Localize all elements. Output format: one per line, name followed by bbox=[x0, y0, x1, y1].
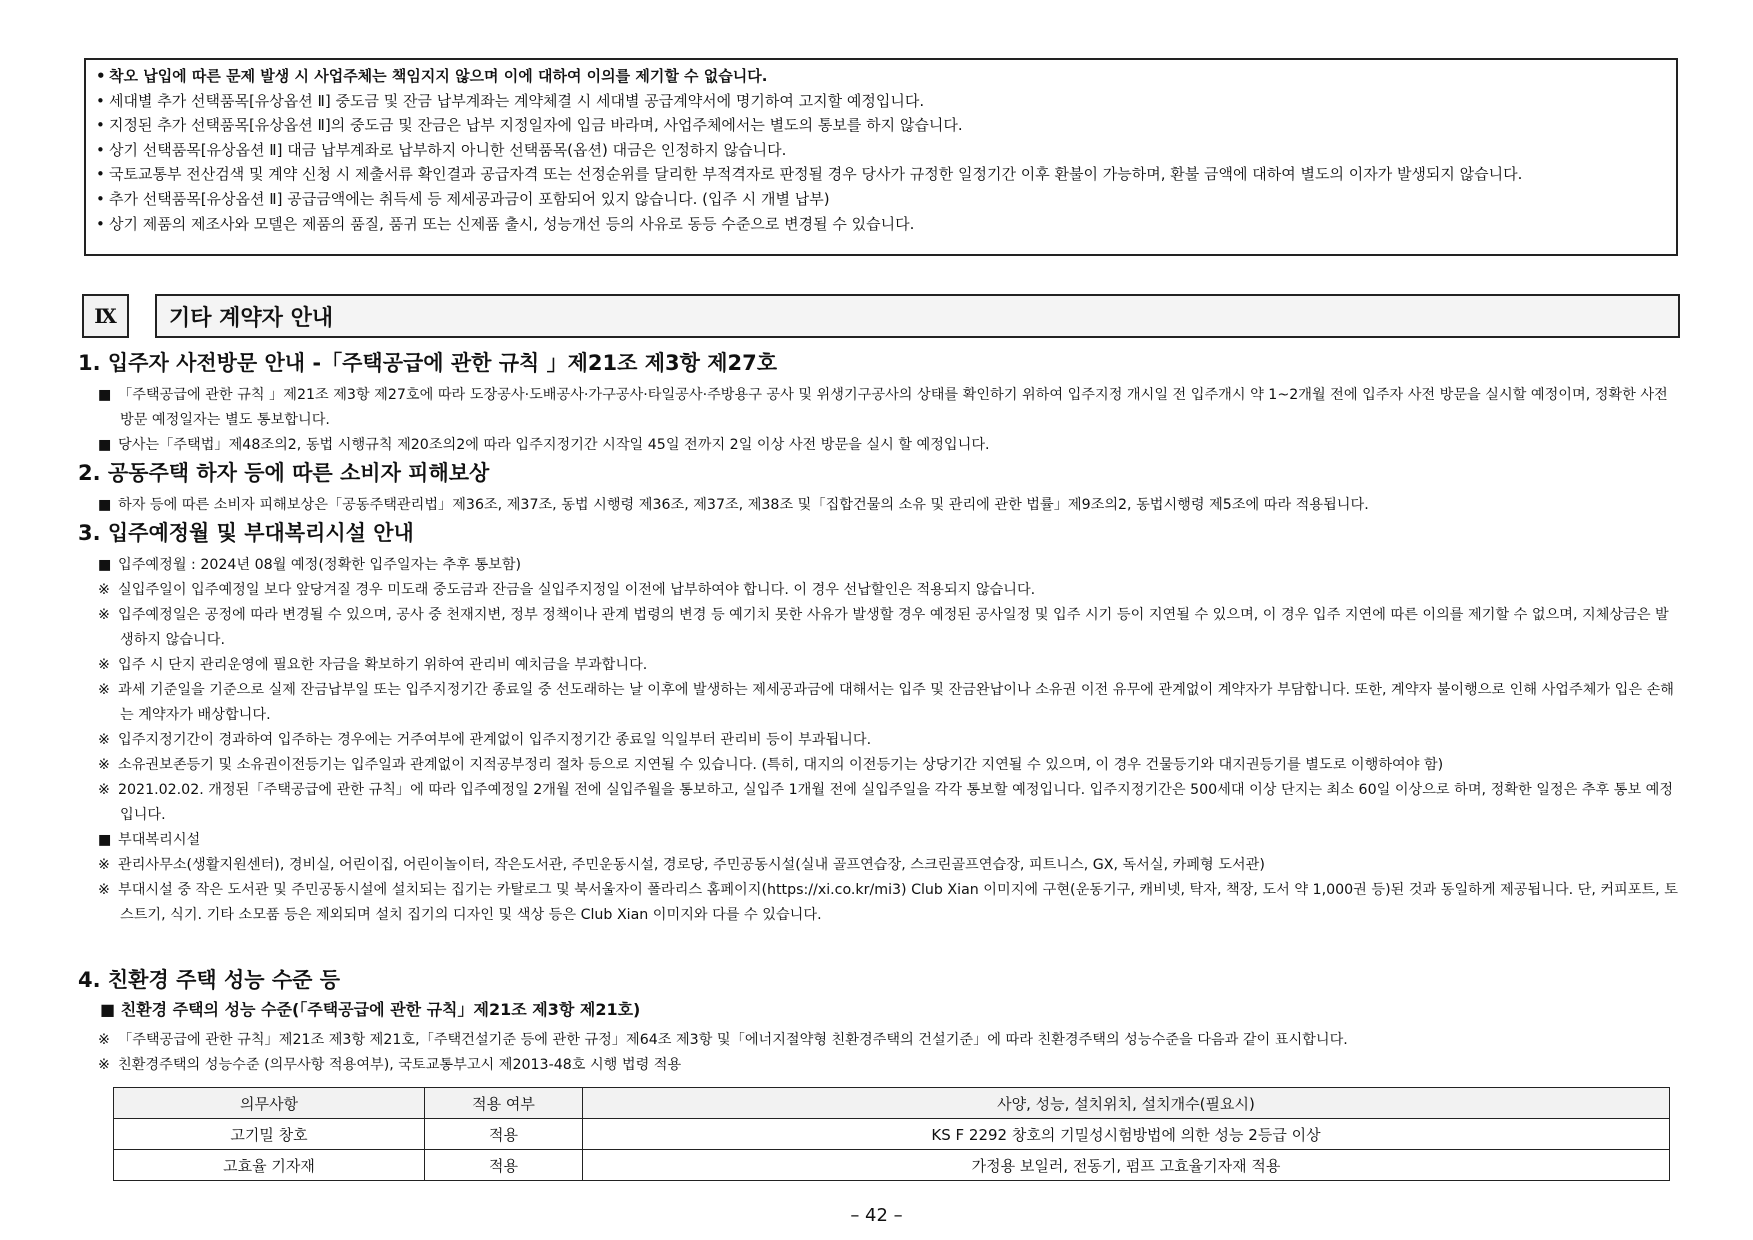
note bbox=[98, 728, 1680, 753]
note bbox=[98, 778, 1680, 827]
notice-box bbox=[84, 58, 1678, 256]
paragraph bbox=[98, 553, 1680, 578]
square-bullet: ■ bbox=[98, 557, 112, 573]
note-mark: ※ bbox=[98, 782, 110, 798]
note-text: 실입주일이 입주예정일 보다 앞당겨질 경우 미도래 중도금과 잔금을 실입주지정일 이전에 납부하여야 합니다. 이 경우 선납할인은 적용되지 않습니다. bbox=[118, 582, 1036, 598]
note-mark: ※ bbox=[98, 682, 110, 698]
heading-eco-housing: 4. 친환경 주택 성능 수준 등 bbox=[78, 968, 341, 992]
note-text: 입주지정기간이 경과하여 입주하는 경우에는 거주여부에 관계없이 입주지정기간 종료일 익일부터 관리비 등이 부과됩니다. bbox=[118, 732, 872, 748]
note-mark: ※ bbox=[98, 582, 110, 598]
paragraph bbox=[98, 433, 1680, 458]
notice-item: • 추가 선택품목[유상옵션 Ⅱ] 공급금액에는 취득세 등 제세공과금이 포함되어 있지 않습니다. (입주 시 개별 납부) bbox=[96, 187, 1664, 212]
table-cell: 고효율 기자재 bbox=[114, 1150, 425, 1181]
note bbox=[98, 678, 1680, 727]
section-title: 기타 계약자 안내 bbox=[155, 294, 1680, 338]
eco-performance-table bbox=[113, 1087, 1670, 1181]
note-mark: ※ bbox=[98, 882, 110, 898]
note bbox=[98, 878, 1680, 927]
note-text: 입주 시 단지 관리운영에 필요한 자금을 확보하기 위하여 관리비 예치금을 부과합니다. bbox=[118, 657, 648, 673]
note bbox=[98, 753, 1680, 778]
notice-item: • 국토교통부 전산검색 및 계약 신청 시 제출서류 확인결과 공급자격 또는 선정순위를 달리한 부적격자로 판정될 경우 당사가 규정한 일정기간 이후 환불이 가능하며, 환불 금액에 대하여 별도의 이자가 발생되지 않습니다. bbox=[96, 162, 1664, 187]
note bbox=[98, 578, 1680, 603]
table-header-row bbox=[114, 1088, 1670, 1119]
note bbox=[98, 653, 1680, 678]
note bbox=[98, 853, 1680, 878]
section-number: Ⅸ bbox=[82, 294, 129, 338]
heading-consumer-compensation: 2. 공동주택 하자 등에 따른 소비자 피해보상 bbox=[78, 461, 490, 485]
square-bullet: ■ bbox=[98, 497, 112, 513]
notice-item: • 상기 제품의 제조사와 모델은 제품의 품질, 품귀 또는 신제품 출시, 성능개선 등의 사유로 동등 수준으로 변경될 수 있습니다. bbox=[96, 212, 1664, 237]
paragraph-text: 입주예정월 : 2024년 08월 예정(정확한 입주일자는 추후 통보함) bbox=[118, 557, 522, 573]
note-text: 부대시설 중 작은 도서관 및 주민공동시설에 설치되는 집기는 카탈로그 및 북서울자이 폴라리스 홈페이지(https://xi.co.kr/mi3) Club Xian 이미지에 구현(운동기구, 캐비넷, 탁자, 책장, 도서 약 1,000권 등)된 것과 동일하게 제공됩니다. 단, 커피포트, 토스트기, 식기. 기타 소모품 등은 제외되며 설치 집기의 디자인 및 색상 등은 Club Xian 이미지와 다를 수 있습니다. bbox=[118, 882, 1678, 923]
table-cell: 고기밀 창호 bbox=[114, 1119, 425, 1150]
note-text: 소유권보존등기 및 소유권이전등기는 입주일과 관계없이 지적공부정리 절차 등으로 지연될 수 있습니다. (특히, 대지의 이전등기는 상당기간 지연될 수 있으며, 이 경우 건물등기와 대지권등기를 별도로 이행하여야 함) bbox=[118, 757, 1444, 773]
note-mark: ※ bbox=[98, 657, 110, 673]
paragraph bbox=[98, 493, 1680, 518]
square-bullet: ■ bbox=[98, 832, 112, 848]
note bbox=[98, 1028, 1680, 1053]
table-cell: 가정용 보일러, 전동기, 펌프 고효율기자재 적용 bbox=[583, 1150, 1670, 1181]
paragraph bbox=[98, 828, 1680, 853]
note-text: 친환경주택의 성능수준 (의무사항 적용여부), 국토교통부고시 제2013-48호 시행 법령 적용 bbox=[118, 1057, 682, 1073]
note-text: 과세 기준일을 기준으로 실제 잔금납부일 또는 입주지정기간 종료일 중 선도래하는 날 이후에 발생하는 제세공과금에 대해서는 입주 및 잔금완납이나 소유권 이전 유무에 관계없이 계약자가 부담합니다. 또한, 계약자 불이행으로 인해 사업주체가 입은 손해는 계약자가 배상합니다. bbox=[118, 682, 1674, 723]
notice-item: • 세대별 추가 선택품목[유상옵션 Ⅱ] 중도금 및 잔금 납부계좌는 계약체결 시 세대별 공급계약서에 명기하여 고지할 예정입니다. bbox=[96, 89, 1664, 114]
table-row bbox=[114, 1150, 1670, 1181]
table-cell: 적용 bbox=[425, 1150, 583, 1181]
square-bullet: ■ bbox=[98, 387, 112, 403]
note-text: 2021.02.02. 개정된「주택공급에 관한 규칙」에 따라 입주예정일 2개월 전에 실입주월을 통보하고, 실입주 1개월 전에 실입주일을 각각 통보할 예정입니다. 입주지정기간은 500세대 이상 단지는 최소 60일 이상으로 하며, 정확한 일정은 추후 통보 예정입니다. bbox=[118, 782, 1674, 823]
paragraph-text: 「주택공급에 관한 규칙 」제21조 제3항 제27호에 따라 도장공사·도배공사·가구공사·타일공사·주방용구 공사 및 위생기구공사의 상태를 확인하기 위하여 입주지정 개시일 전 입주개시 약 1~2개월 전에 입주자 사전 방문을 실시할 예정이며, 정확한 사전방문 예정일자는 별도 통보합니다. bbox=[118, 387, 1668, 428]
table-header: 적용 여부 bbox=[425, 1088, 583, 1119]
heading-move-in-month: 3. 입주예정월 및 부대복리시설 안내 bbox=[78, 521, 414, 545]
note-mark: ※ bbox=[98, 732, 110, 748]
note bbox=[98, 603, 1680, 652]
note-mark: ※ bbox=[98, 757, 110, 773]
note-mark: ※ bbox=[98, 607, 110, 623]
note-text: 입주예정일은 공정에 따라 변경될 수 있으며, 공사 중 천재지변, 정부 정책이나 관계 법령의 변경 등 예기치 못한 사유가 발생할 경우 예정된 공사일정 및 입주 시기 등이 지연될 수 있으며, 이 경우 입주 지연에 따른 이의를 제기할 수 없으며, 지체상금은 발생하지 않습니다. bbox=[118, 607, 1669, 648]
page-number: – 42 – bbox=[850, 1205, 903, 1226]
notice-item: • 착오 납입에 따른 문제 발생 시 사업주체는 책임지지 않으며 이에 대하여 이의를 제기할 수 없습니다. bbox=[96, 64, 1664, 89]
note-text: 관리사무소(생활지원센터), 경비실, 어린이집, 어린이놀이터, 작은도서관, 주민운동시설, 경로당, 주민공동시설(실내 골프연습장, 스크린골프연습장, 피트니스, GX, 독서실, 카페형 도서관) bbox=[118, 857, 1265, 873]
heading-move-in-pre-visit: 1. 입주자 사전방문 안내 -「주택공급에 관한 규칙 」제21조 제3항 제27호 bbox=[78, 351, 778, 375]
notice-item: • 지정된 추가 선택품목[유상옵션 Ⅱ]의 중도금 및 잔금은 납부 지정일자에 입금 바라며, 사업주체에서는 별도의 통보를 하지 않습니다. bbox=[96, 113, 1664, 138]
paragraph-text: 하자 등에 따른 소비자 피해보상은「공동주택관리법」제36조, 제37조, 동법 시행령 제36조, 제37조, 제38조 및「집합건물의 소유 및 관리에 관한 법률」제9조의2, 동법시행령 제5조에 따라 적용됩니다. bbox=[118, 497, 1369, 513]
notice-item: • 상기 선택품목[유상옵션 Ⅱ] 대금 납부계좌로 납부하지 아니한 선택품목(옵션) 대금은 인정하지 않습니다. bbox=[96, 138, 1664, 163]
note bbox=[98, 1053, 1680, 1078]
note-mark: ※ bbox=[98, 1032, 110, 1048]
table-header: 사양, 성능, 설치위치, 설치개수(필요시) bbox=[583, 1088, 1670, 1119]
paragraph bbox=[98, 383, 1680, 432]
table-cell: KS F 2292 창호의 기밀성시험방법에 의한 성능 2등급 이상 bbox=[583, 1119, 1670, 1150]
note-text: 「주택공급에 관한 규칙」제21조 제3항 제21호,「주택건설기준 등에 관한 규정」제64조 제3항 및「에너지절약형 친환경주택의 건설기준」에 따라 친환경주택의 성능수준을 다음과 같이 표시합니다. bbox=[118, 1032, 1348, 1048]
square-bullet: ■ bbox=[98, 437, 112, 453]
table-row bbox=[114, 1119, 1670, 1150]
table-header: 의무사항 bbox=[114, 1088, 425, 1119]
subheading-eco-performance: ■ 친환경 주택의 성능 수준(「주택공급에 관한 규칙」제21조 제3항 제21호) bbox=[100, 1000, 641, 1019]
note-mark: ※ bbox=[98, 1057, 110, 1073]
note-mark: ※ bbox=[98, 857, 110, 873]
table-cell: 적용 bbox=[425, 1119, 583, 1150]
paragraph-text: 부대복리시설 bbox=[118, 832, 201, 848]
paragraph-text: 당사는「주택법」제48조의2, 동법 시행규칙 제20조의2에 따라 입주지정기간 시작일 45일 전까지 2일 이상 사전 방문을 실시 할 예정입니다. bbox=[118, 437, 990, 453]
